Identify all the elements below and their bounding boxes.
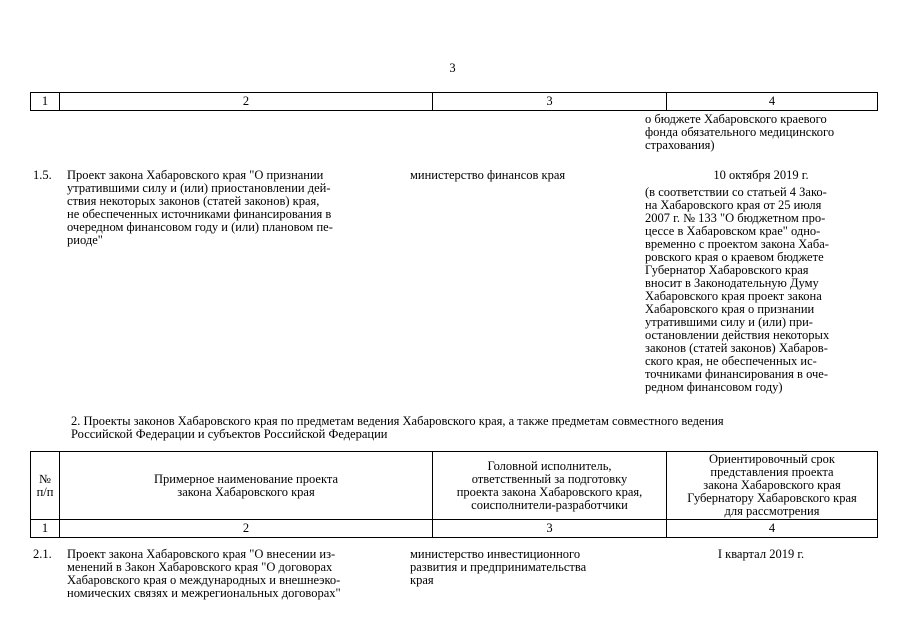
top-column-number-table bbox=[30, 92, 878, 111]
col-number-3: 3 bbox=[433, 93, 667, 111]
item-2-1-number: 2.1. bbox=[33, 547, 52, 561]
section-2-heading: 2. Проекты законов Хабаровского края по предметам ведения Хабаровского края, а также предметам совместного ведения Российской Федерации и субъектов Российской Федерации bbox=[71, 414, 724, 441]
header-name: Примерное наименование проекта закона Хабаровского края bbox=[60, 452, 433, 520]
page-number: 3 bbox=[449, 61, 456, 75]
header-deadline: Ориентировочный срок представления проекта закона Хабаровского края Губернатору Хабаровского края для рассмотрения bbox=[667, 452, 878, 520]
item-2-1-deadline: I квартал 2019 г. bbox=[717, 547, 805, 561]
continuation-text: о бюджете Хабаровского краевого фонда обязательного медицинского страхования) bbox=[645, 112, 835, 152]
item-1-5-title: Проект закона Хабаровского края "О признании утратившими силу и (или) приостановлении дей- ствия некоторых законов (статей законов) края, не обеспеченных источниками финансирования в очередном финансовом году и (или) плановом пе- риоде" bbox=[67, 168, 333, 247]
col-number-1: 1 bbox=[31, 93, 60, 111]
bottom-col-number-3: 3 bbox=[433, 520, 667, 538]
bottom-col-number-1: 1 bbox=[31, 520, 60, 538]
item-1-5-executor: министерство финансов края bbox=[410, 168, 566, 182]
col-number-2: 2 bbox=[60, 93, 433, 111]
bottom-col-number-2: 2 bbox=[60, 520, 433, 538]
bottom-table bbox=[30, 451, 878, 538]
item-1-5-deadline: 10 октября 2019 г. bbox=[713, 168, 809, 182]
col-number-4: 4 bbox=[667, 93, 878, 111]
header-num: № п/п bbox=[31, 452, 60, 520]
header-executor: Головной исполнитель, ответственный за подготовку проекта закона Хабаровского края, соисполнители-разработчики bbox=[433, 452, 667, 520]
item-2-1-title: Проект закона Хабаровского края "О внесении из- менений в Закон Хабаровского края "О договорах Хабаровского края о международных и внешнеэко- номических связях и межрегиональных договорах" bbox=[67, 547, 341, 600]
item-1-5-number: 1.5. bbox=[33, 168, 52, 182]
item-1-5-note: (в соответствии со статьей 4 Зако- на Хабаровского края от 25 июля 2007 г. № 133 "О бюджетном про- цессе в Хабаровском крае" одно- временно с проектом закона Хаба- ровского края о краевом бюджете Губернатор Хабаровского края вносит в Законодательную Думу Хабаровского края проект закона Хабаровского края о признании утратившими силу и (или) при- остановлении действия некоторых законов (статей законов) Хабаров- ского края, не обеспеченных ис- точниками финансирования в оче- редном финансовом году) bbox=[645, 185, 830, 394]
bottom-col-number-4: 4 bbox=[667, 520, 878, 538]
item-2-1-executor: министерство инвестиционного развития и предпринимательства края bbox=[410, 547, 587, 587]
